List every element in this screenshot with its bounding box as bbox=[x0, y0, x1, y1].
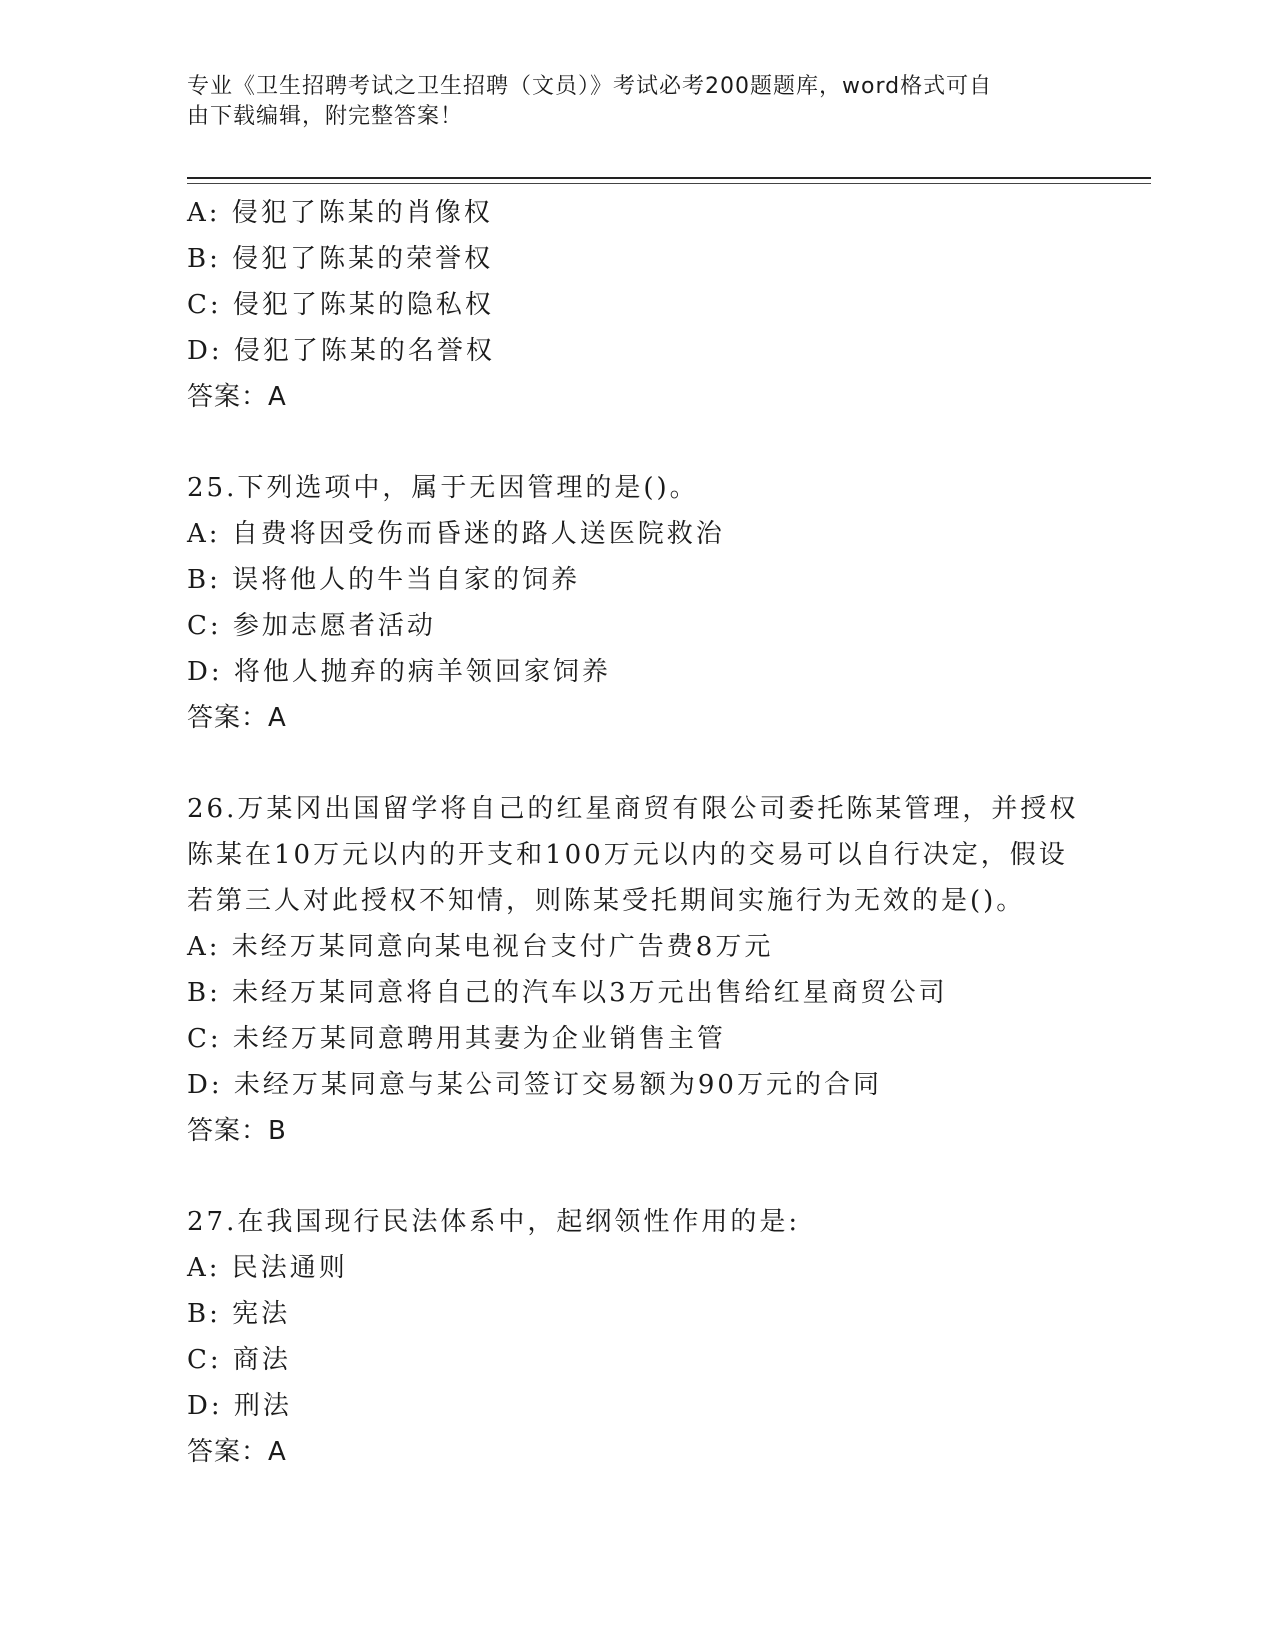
option-c: C: 侵犯了陈某的隐私权 bbox=[187, 290, 494, 320]
header-line-1: 专业《卫生招聘考试之卫生招聘（文员）》考试必考200题题库，word格式可自 bbox=[187, 74, 993, 99]
question-text-line-2: 陈某在10万元以内的开支和100万元以内的交易可以自行决定，假设 bbox=[187, 840, 1068, 870]
option-b: B: 侵犯了陈某的荣誉权 bbox=[187, 244, 494, 274]
option-a: A: 未经万某同意向某电视台支付广告费8万元 bbox=[187, 932, 774, 962]
option-d: D: 未经万某同意与某公司签订交易额为90万元的合同 bbox=[187, 1070, 882, 1100]
option-b: B: 宪法 bbox=[187, 1299, 291, 1329]
option-d: D: 侵犯了陈某的名誉权 bbox=[187, 336, 495, 366]
question-27 bbox=[187, 1199, 1107, 1475]
question-text-line-1: 26.万某冈出国留学将自己的红星商贸有限公司委托陈某管理，并授权 bbox=[187, 794, 1079, 824]
header-line-2: 由下载编辑，附完整答案！ bbox=[187, 104, 464, 129]
question-text: 27.在我国现行民法体系中，起纲领性作用的是: bbox=[187, 1207, 801, 1237]
question-26 bbox=[187, 786, 1107, 1154]
option-a: A: 自费将因受伤而昏迷的路人送医院救治 bbox=[187, 519, 725, 549]
option-a: A: 侵犯了陈某的肖像权 bbox=[187, 198, 493, 228]
option-d: D: 刑法 bbox=[187, 1391, 292, 1421]
option-b: B: 误将他人的牛当自家的饲养 bbox=[187, 565, 581, 595]
option-c: C: 商法 bbox=[187, 1345, 291, 1375]
answer-line: 答案：A bbox=[187, 382, 287, 412]
option-c: C: 未经万某同意聘用其妻为企业销售主管 bbox=[187, 1024, 726, 1054]
header-divider-thin bbox=[187, 183, 1151, 184]
option-d: D: 将他人抛弃的病羊领回家饲养 bbox=[187, 657, 611, 687]
spacer bbox=[187, 420, 1107, 465]
question-25 bbox=[187, 465, 1107, 741]
option-a: A: 民法通则 bbox=[187, 1253, 348, 1283]
question-24 bbox=[187, 190, 1107, 420]
document-header bbox=[187, 72, 1067, 132]
spacer bbox=[187, 1154, 1107, 1199]
option-c: C: 参加志愿者活动 bbox=[187, 611, 436, 641]
question-text-line-3: 若第三人对此授权不知情，则陈某受托期间实施行为无效的是()。 bbox=[187, 886, 1026, 916]
option-b: B: 未经万某同意将自己的汽车以3万元出售给红星商贸公司 bbox=[187, 978, 948, 1008]
spacer bbox=[187, 741, 1107, 786]
answer-line: 答案：A bbox=[187, 703, 287, 733]
header-divider-thick bbox=[187, 177, 1151, 179]
answer-line: 答案：B bbox=[187, 1116, 287, 1146]
answer-line: 答案：A bbox=[187, 1437, 287, 1467]
question-text: 25.下列选项中，属于无因管理的是()。 bbox=[187, 473, 699, 503]
question-list bbox=[187, 190, 1107, 1475]
